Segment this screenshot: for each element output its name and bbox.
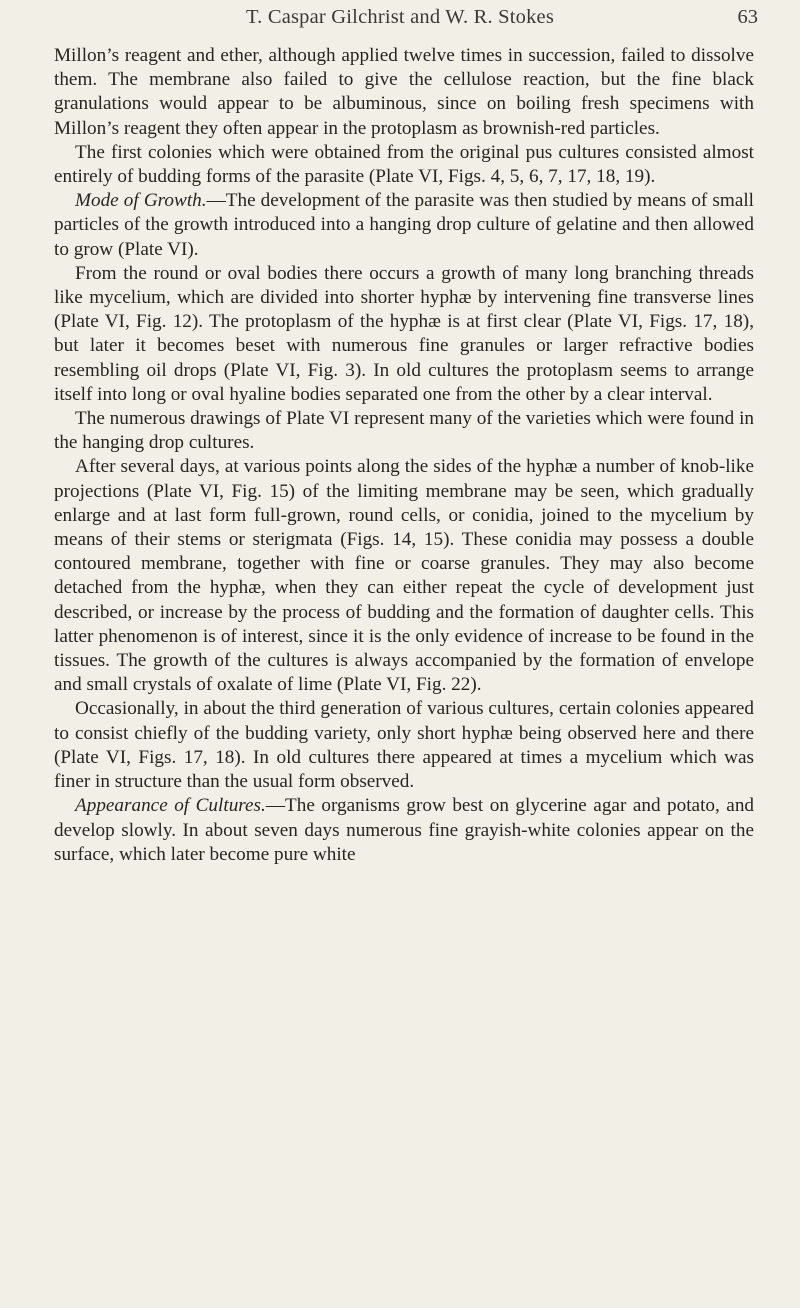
section-heading-mode-of-growth: Mode of Growth. [75,190,207,212]
section-heading-appearance-of-cultures: Appearance of Cultures. [75,795,266,817]
paragraph-text: —The development of the parasite was then studied by means of small particles of the growth introduced into a hanging drop culture of gelatine and then allowed to grow (Plate VI). [54,190,754,260]
paragraph-3 [54,189,754,262]
paragraph-text: Millon’s reagent and ether, although applied twelve times in succession, failed to dissolve them. The membrane also failed to give the cellulose reaction, but the fine black granulations would appear to be albuminous, since on boiling fresh specimens with Millon’s reagent they often appear in the protoplasm as brownish-red particles. [54,45,754,139]
paragraph-text: —The organisms grow best on glycerine agar and potato, and develop slowly. In about seven days numerous fine grayish-white colonies appear on the surface, which later become pure white [54,795,755,865]
running-title: T. Caspar Gilchrist and W. R. Stokes [245,6,555,28]
paragraph-7 [54,697,754,794]
paragraph-5 [54,407,754,455]
body-text [54,44,754,867]
paragraph-text: After several days, at various points along the sides of the hyphæ a number of knob-like projections (Plate VI, Fig. 15) of the limiting membrane may be seen, which gradually enlarge and at last form full-grown, round cells, or conidia, joined to the mycelium by means of their stems or sterigmata (Figs. 14, 15). These conidia may possess a double contoured membrane, together with fine or coarse granules. They may also become detached from the hyphæ, when they can either repeat the cycle of development just described, or increase by the process of budding and the formation of daughter cells. This latter phenomenon is of interest, since it is the only evidence of increase to be found in the tissues. The growth of the cultures is always accompanied by the formation of envelope and small crystals of oxalate of lime (Plate VI, Fig. 22). [54,456,754,696]
paragraph-4 [54,262,754,407]
page-number: 63 [737,6,758,28]
paragraph-8 [54,794,754,867]
paragraph-text: The numerous drawings of Plate VI represent many of the varieties which were found in the hanging drop cultures. [54,408,754,454]
paragraph-text: From the round or oval bodies there occurs a growth of many long branching threads like mycelium, which are divided into shorter hyphæ by intervening fine transverse lines (Plate VI, Fig. 12). The protoplasm of the hyphæ is at first clear (Plate VI, Figs. 17, 18), but later it becomes beset with numerous fine granules or larger refractive bodies resembling oil drops (Plate VI, Fig. 3). In old cultures the protoplasm seems to arrange itself into long or oval hyaline bodies separated one from the other by a clear interval. [54,262,754,405]
paragraph-1 [54,44,754,141]
paragraph-text: The first colonies which were obtained from the original pus cultures consisted almost entirely of budding forms of the parasite (Plate VI, Figs. 4, 5, 6, 7, 17, 18, 19). [54,141,754,188]
paragraph-2 [54,141,754,189]
paragraph-6 [54,455,754,697]
paragraph-text: Occasionally, in about the third generation of various cultures, certain colonies appeared to consist chiefly of the budding variety, only short hyphæ being observed here and there (Plate VI, Figs. 17, 18). In old cultures there appeared at times a mycelium which was finer in structure than the usual form observed. [54,698,754,793]
running-head [0,6,800,36]
